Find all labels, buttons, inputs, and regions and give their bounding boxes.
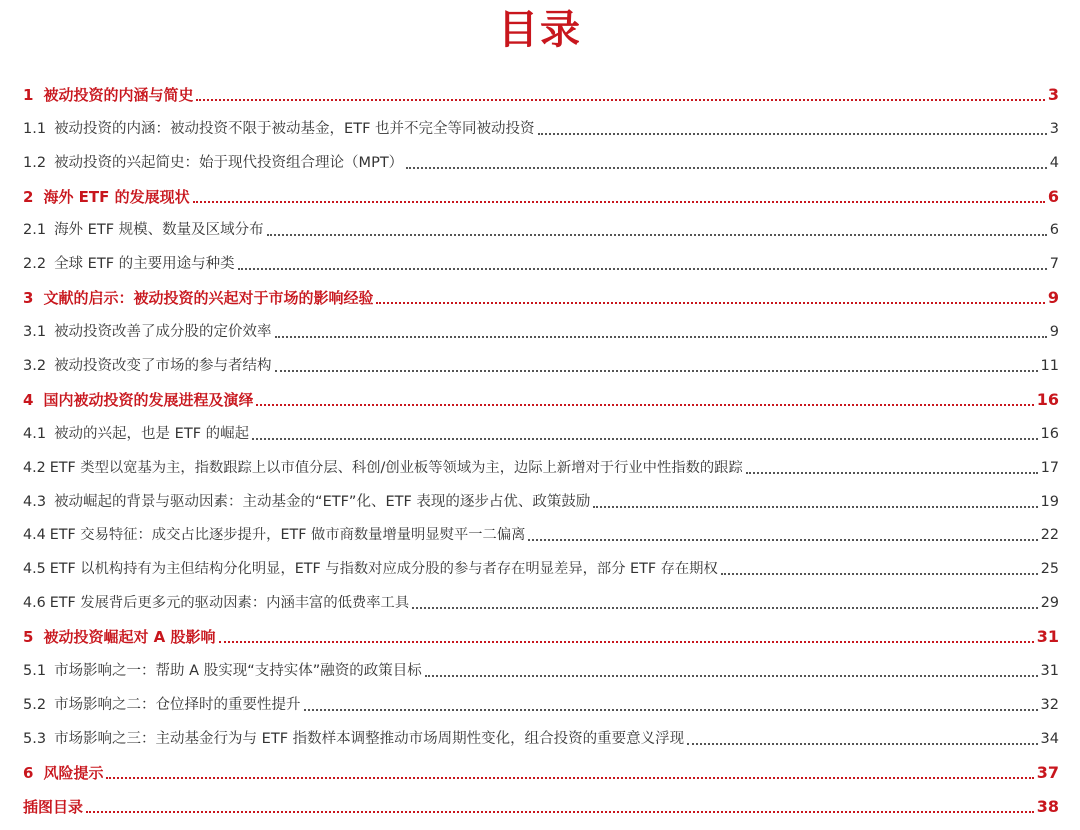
toc-page-number: 22 [1040, 527, 1059, 544]
toc-entry-title: ETF 以机构持有为主但结构分化明显，ETF 与指数对应成分股的参与者存在明显差异，部分 ETF 存在期权 [49, 561, 718, 578]
dot-leader [196, 99, 1044, 101]
toc-subsection-entry[interactable] [23, 347, 1059, 381]
toc-page-number: 3 [1049, 120, 1059, 137]
toc-entry-title: 被动投资的兴起简史：始于现代投资组合理论（MPT） [54, 154, 404, 171]
toc-entry-number: 5.2 [23, 696, 47, 713]
toc-entry-number: 3.2 [23, 358, 47, 375]
toc-page-number: 3 [1047, 84, 1059, 104]
toc-entry-title: 风险提示 [43, 763, 104, 782]
toc-entry-title: 被动投资崛起对 A 股影响 [43, 628, 216, 647]
toc-page-number: 11 [1040, 358, 1059, 375]
toc-page-number: 7 [1049, 256, 1059, 273]
toc-section-entry[interactable] [23, 618, 1059, 652]
toc-subsection-entry[interactable] [23, 110, 1059, 144]
toc-entry-number: 1 [23, 85, 34, 104]
toc-entry-title: 市场影响之一：帮助 A 股实现“支持实体”融资的政策目标 [54, 663, 422, 680]
dot-leader [721, 573, 1038, 575]
toc-page-number: 17 [1040, 459, 1059, 476]
toc-entry-title: ETF 交易特征：成交占比逐步提升，ETF 做市商数量增量明显熨平一二偏离 [49, 527, 526, 544]
toc-page-number: 9 [1049, 324, 1059, 341]
toc-entry-number: 4.1 [23, 425, 47, 442]
toc-page-number: 6 [1047, 186, 1059, 206]
toc-entry-title: 市场影响之三：主动基金行为与 ETF 指数样本调整推动市场周期性变化，组合投资的重要意义浮现 [54, 730, 685, 747]
toc-entry-title: 被动投资改变了市场的参与者结构 [54, 358, 272, 375]
toc-entry-number: 4 [23, 390, 34, 409]
dot-leader [538, 133, 1047, 135]
dot-leader [86, 811, 1034, 813]
toc-entry-title: 插图目录 [23, 797, 84, 816]
toc-entry-number: 5.1 [23, 663, 47, 680]
toc-subsection-entry[interactable] [23, 449, 1059, 483]
toc-page-number: 34 [1040, 730, 1059, 747]
toc-entry-number: 3.1 [23, 324, 47, 341]
dot-leader [425, 675, 1038, 677]
toc-page-number: 31 [1040, 663, 1059, 680]
toc-page-number: 29 [1040, 595, 1059, 612]
dot-leader [412, 607, 1038, 609]
toc-page-number: 31 [1036, 627, 1059, 647]
toc-entry-number: 1.2 [23, 154, 47, 171]
toc-entry-title: 被动崛起的背景与驱动因素：主动基金的“ETF”化、ETF 表现的逐步占优、政策鼓励 [54, 493, 591, 510]
toc-entry-number: 5 [23, 628, 34, 647]
toc-entry-number: 2 [23, 187, 34, 206]
dot-leader [593, 506, 1037, 508]
toc-subsection-entry[interactable] [23, 212, 1059, 246]
dot-leader [106, 777, 1033, 779]
toc-section-entry[interactable] [23, 381, 1059, 415]
toc-entry-number: 6 [23, 763, 34, 782]
dot-leader [304, 709, 1038, 711]
dot-leader [193, 201, 1045, 203]
toc-subsection-entry[interactable] [23, 550, 1059, 584]
dot-leader [275, 370, 1038, 372]
toc-subsection-entry[interactable] [23, 652, 1059, 686]
toc-page-number: 32 [1040, 696, 1059, 713]
toc-entry-title: ETF 类型以宽基为主，指数跟踪上以市值分层、科创/创业板等领域为主，边际上新增对于行业中性指数的跟踪 [49, 459, 743, 476]
toc-entry-title: 被动投资的内涵与简史 [43, 85, 194, 104]
toc-subsection-entry[interactable] [23, 584, 1059, 618]
toc-entry-number: 4.3 [23, 493, 47, 510]
toc-entry-number: 4.5 [23, 561, 46, 578]
toc-entry-number: 4.6 [23, 595, 46, 612]
toc-entry-title: 海外 ETF 规模、数量及区域分布 [54, 222, 264, 239]
toc-entry-title: 被动的兴起，也是 ETF 的崛起 [54, 425, 250, 442]
toc-subsection-entry[interactable] [23, 720, 1059, 754]
toc-page-number: 4 [1049, 154, 1059, 171]
toc-section-entry[interactable] [23, 178, 1059, 212]
toc-page-number: 37 [1036, 762, 1059, 782]
table-of-contents [23, 76, 1059, 822]
toc-entry-number: 2.1 [23, 222, 47, 239]
toc-page-number: 6 [1049, 222, 1059, 239]
dot-leader [275, 336, 1047, 338]
dot-leader [252, 438, 1037, 440]
toc-subsection-entry[interactable] [23, 144, 1059, 178]
dot-leader [219, 641, 1034, 643]
toc-entry-title: 被动投资改善了成分股的定价效率 [54, 324, 272, 341]
toc-entry-title: ETF 发展背后更多元的驱动因素：内涵丰富的低费率工具 [49, 595, 410, 612]
toc-entry-number: 4.4 [23, 527, 46, 544]
toc-subsection-entry[interactable] [23, 686, 1059, 720]
toc-section-entry[interactable] [23, 788, 1059, 822]
dot-leader [376, 302, 1044, 304]
dot-leader [256, 404, 1033, 406]
page-title: 目录 [498, 7, 582, 53]
toc-page-number: 9 [1047, 288, 1059, 308]
dot-leader [267, 234, 1047, 236]
dot-leader [746, 472, 1038, 474]
toc-section-entry[interactable] [23, 76, 1059, 110]
toc-entry-number: 1.1 [23, 120, 47, 137]
toc-page-number: 38 [1036, 796, 1059, 816]
toc-entry-title: 全球 ETF 的主要用途与种类 [54, 256, 235, 273]
toc-page-number: 16 [1040, 425, 1059, 442]
toc-subsection-entry[interactable] [23, 517, 1059, 551]
toc-subsection-entry[interactable] [23, 483, 1059, 517]
toc-entry-title: 被动投资的内涵：被动投资不限于被动基金，ETF 也并不完全等同被动投资 [54, 120, 535, 137]
toc-entry-title: 国内被动投资的发展进程及演绎 [43, 390, 254, 409]
dot-leader [238, 268, 1047, 270]
toc-entry-number: 4.2 [23, 459, 46, 476]
toc-page-number: 25 [1040, 561, 1059, 578]
toc-page-number: 19 [1040, 493, 1059, 510]
toc-entry-title: 市场影响之二：仓位择时的重要性提升 [54, 696, 301, 713]
toc-entry-number: 2.2 [23, 256, 47, 273]
toc-entry-title: 海外 ETF 的发展现状 [43, 187, 190, 206]
toc-section-entry[interactable] [23, 279, 1059, 313]
toc-subsection-entry[interactable] [23, 245, 1059, 279]
toc-subsection-entry[interactable] [23, 313, 1059, 347]
toc-entry-number: 3 [23, 289, 34, 308]
toc-subsection-entry[interactable] [23, 415, 1059, 449]
toc-section-entry[interactable] [23, 754, 1059, 788]
toc-page-number: 16 [1036, 389, 1059, 409]
toc-entry-title: 文献的启示：被动投资的兴起对于市场的影响经验 [43, 289, 374, 308]
toc-entry-number: 5.3 [23, 730, 47, 747]
dot-leader [528, 539, 1037, 541]
dot-leader [406, 167, 1047, 169]
dot-leader [687, 743, 1037, 745]
